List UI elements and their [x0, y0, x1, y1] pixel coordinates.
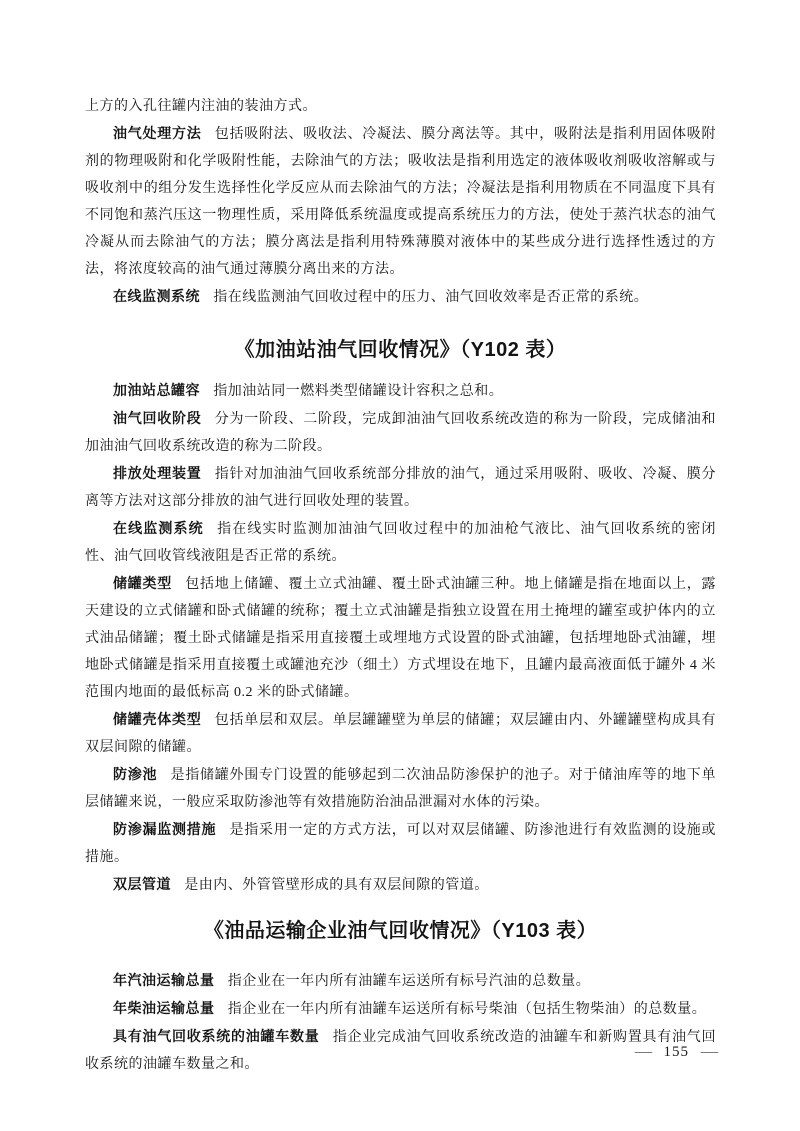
definition-entry	[85, 405, 716, 460]
term-label: 储罐类型	[113, 575, 172, 591]
page-number: 155	[663, 1044, 689, 1060]
definition-text: 指企业在一年内所有油罐车运送所有标号柴油（包括生物柴油）的总数量。	[227, 1002, 707, 1017]
definition-entry	[85, 871, 716, 899]
definition-entry	[85, 816, 716, 871]
definition-text: 指在线实时监测加油油气回收过程中的加油枪气液比、油气回收系统的密闭性、油气回收管线液阻是否正常的系统。	[85, 522, 717, 564]
definition-entry	[85, 460, 716, 515]
definition-text: 指针对加油油气回收系统部分排放的油气，通过采用吸附、吸收、冷凝、膜分离等方法对这部分排放的油气进行回收处理的装置。	[85, 467, 717, 509]
term-label: 油气处理方法	[113, 125, 202, 141]
definition-entry	[85, 706, 716, 761]
term-label: 双层管道	[113, 876, 171, 892]
section-heading-y103: 《油品运输企业油气回收情况》（Y103 表）	[203, 920, 598, 942]
definition-text: 指企业完成油气回收系统改造的油罐车和新购置具有油气回收系统的油罐车数量之和。	[85, 1030, 716, 1072]
term-label: 具有油气回收系统的油罐车数量	[113, 1028, 320, 1044]
definition-entry	[85, 283, 716, 311]
definition-text: 包括地上储罐、覆土立式油罐、覆土卧式油罐三种。地上储罐是指在地面以上，露天建设的立式储罐和卧式储罐的统称；覆土立式油罐是指独立设置在用土掩埋的罐室或护体内的立式油品储罐；覆土卧式储罐是指采用直接覆土或埋地方式设置的卧式油罐，包括埋地卧式油罐，埋地卧式储罐是指采用直接覆土或罐池充沙（细土）方式埋设在地下，且罐内最高液面低于罐外 4 米范围内地面的最低标高 0.2 米的卧式储罐。	[85, 577, 717, 700]
term-label: 在线监测系统	[113, 288, 200, 304]
term-label: 防渗漏监测措施	[113, 821, 217, 837]
term-label: 年汽油运输总量	[113, 972, 215, 988]
term-label: 防渗池	[113, 766, 158, 782]
definition-entry	[85, 515, 716, 570]
definition-entry	[85, 1023, 719, 1078]
term-label: 加油站总罐容	[113, 382, 200, 398]
footer-dash-right: —	[700, 1044, 719, 1060]
term-label: 油气回收阶段	[113, 410, 202, 426]
page-footer	[636, 1042, 718, 1062]
definition-entry	[85, 570, 716, 706]
term-label: 年柴油运输总量	[113, 1000, 215, 1016]
definition-text: 是由内、外管管壁形成的具有双层间隙的管道。	[184, 878, 489, 893]
definition-text: 是指采用一定的方式方法，可以对双层储罐、防渗池进行有效监测的设施或措施。	[85, 823, 717, 865]
definition-entry	[85, 377, 716, 405]
definition-text: 分为一阶段、二阶段，完成卸油油气回收系统改造的称为一阶段，完成储油和加油油气回收系统改造的称为二阶段。	[85, 412, 717, 454]
definition-text: 包括吸附法、吸收法、冷凝法、膜分离法等。其中，吸附法是指利用固体吸附剂的物理吸附和化学吸附性能，去除油气的方法；吸收法是指利用选定的液体吸收剂吸收溶解或与吸收剂中的组分发生选择性化学反应从而去除油气的方法；冷凝法是指利用物质在不同温度下具有不同饱和蒸汽压这一物理性质，采用降低系统温度或提高系统压力的方法，使处于蒸汽状态的油气冷凝从而去除油气的方法；膜分离法是指利用特殊薄膜对液体中的某些成分进行选择性透过的方法，将浓度较高的油气通过薄膜分离出来的方法。	[85, 127, 717, 277]
term-label: 在线监测系统	[113, 520, 204, 536]
page-content	[85, 0, 719, 1078]
definition-entry	[85, 761, 716, 816]
section-heading-y102: 《加油站油气回收情况》（Y102 表）	[234, 339, 567, 361]
definition-text: 是指储罐外围专门设置的能够起到二次油品防渗保护的池子。对于储油库等的地下单层储罐来说，一般应采取防渗池等有效措施防治油品泄漏对水体的污染。	[85, 768, 717, 810]
definition-text: 指企业在一年内所有油罐车运送所有标号汽油的总数量。	[227, 974, 591, 989]
definition-entry	[85, 120, 716, 283]
footer-dash-left: —	[634, 1044, 652, 1060]
definition-text: 指在线监测油气回收过程中的压力、油气回收效率是否正常的系统。	[213, 290, 649, 305]
continuation-paragraph: 上方的入孔往罐内注油的装油方式。	[85, 99, 317, 114]
term-label: 排放处理装置	[113, 465, 202, 481]
definition-text: 包括单层和双层。单层罐罐壁为单层的储罐；双层罐由内、外罐罐壁构成具有双层间隙的储罐。	[85, 713, 717, 755]
term-label: 储罐壳体类型	[113, 711, 202, 727]
definition-entry	[85, 967, 716, 995]
definition-text: 指加油站同一燃料类型储罐设计容积之总和。	[213, 384, 504, 399]
definition-entry	[85, 995, 716, 1023]
